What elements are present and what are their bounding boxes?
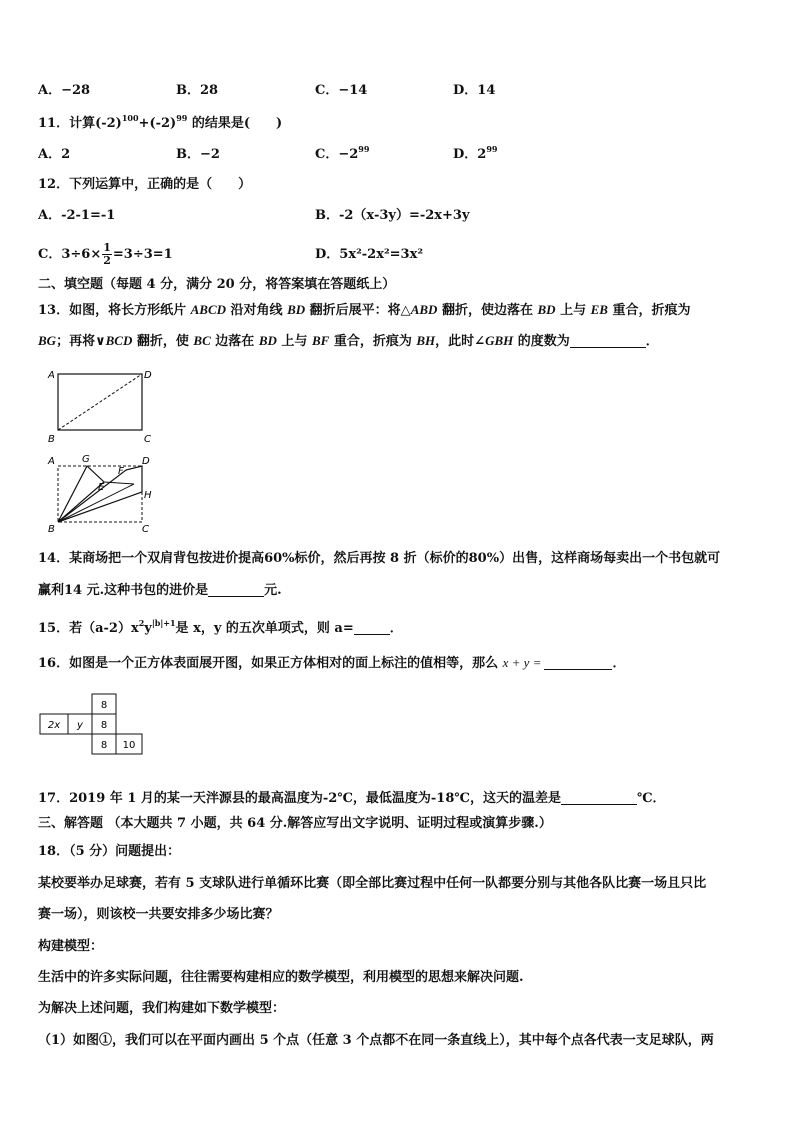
q14-line1: 14．某商场把一个双肩背包按进价提高60%标价，然后再按 8 折（标价的80%）出售，这样商场每卖出一个书包就可: [38, 551, 721, 566]
q13-line1: [38, 301, 690, 320]
label-c: C: [142, 524, 149, 535]
q13-text: 13．如图，将长方形纸片: [38, 303, 191, 318]
q16-line: [38, 654, 625, 673]
q13-text: ；再将∨: [56, 334, 106, 349]
q11-option-c-exp: 99: [358, 144, 370, 154]
q16-cube-net: [38, 692, 148, 764]
label-f: F: [118, 466, 124, 477]
section-2-heading: 二、填空题（每题 4 分，满分 20 分，将答案填在答题纸上）: [38, 277, 396, 292]
q15-text: 是 x，y 的五次单项式，则 a=: [175, 621, 354, 636]
folded-triangle-bcd: [58, 466, 142, 522]
net-value: 8: [100, 720, 108, 731]
q15-text: 15．若（a-2）x: [38, 621, 139, 636]
q12-stem: 12．下列运算中，正确的是（ ）: [38, 177, 252, 192]
q13-text: 翻折后展平：将△: [305, 303, 411, 318]
fraction: [102, 242, 112, 267]
q13-text: 上与: [276, 334, 312, 349]
fraction-numerator: 1: [103, 241, 111, 254]
q11-option-c: [315, 146, 369, 164]
answer-blank: [561, 790, 637, 805]
q13-math: BG: [38, 333, 57, 348]
q10-option-c: C．−14: [315, 83, 368, 98]
answer-blank: [208, 582, 264, 597]
net-value: y: [77, 720, 83, 731]
q13-text: 的度数为: [513, 334, 570, 349]
q13-math: BD: [287, 302, 306, 317]
q12-option-a: A．-2-1=-1: [38, 208, 116, 223]
q13-figure-rectangle: [42, 366, 162, 448]
q13-math: GBH: [485, 333, 514, 348]
q15-exp: |b|+1: [151, 618, 176, 628]
q10-option-a: A．−28: [38, 83, 91, 98]
q13-text: 重合，折痕为: [607, 303, 691, 318]
q11-exp2: 99: [176, 113, 188, 123]
q13-math: EB: [590, 302, 608, 317]
label-d: D: [144, 370, 152, 381]
q17-text: 17．2019 年 1 月的某一天泮源县的最高温度为-2℃，最低温度为-18℃，这天的温差是: [38, 791, 561, 806]
q14-text: 元.: [264, 583, 282, 598]
q18-paragraph: 为解决上述问题，我们构建如下数学模型：: [38, 1001, 286, 1016]
q13-math: BD: [258, 333, 277, 348]
q11-option-d-base: D．2: [453, 147, 487, 162]
q13-figure-folded: [42, 452, 172, 536]
q16-text: 16．如图是一个正方体表面展开图，如果正方体相对的面上标注的值相等，那么: [38, 656, 503, 671]
q11-option-a: A．2: [38, 147, 71, 162]
q18-paragraph: （1）如图①，我们可以在平面内画出 5 个点（任意 3 个点都不在同一条直线上），其中每个点各代表一支足球队，两: [38, 1033, 714, 1048]
q11-stem-part: 的结果是( ): [187, 116, 283, 131]
q11-option-b: B．−2: [176, 147, 220, 162]
answer-blank: [570, 333, 646, 348]
label-d: D: [142, 456, 150, 467]
q18-paragraph: 生活中的许多实际问题，往往需要构建相应的数学模型，利用模型的思想来解决问题.: [38, 970, 524, 985]
q11-exp1: 100: [121, 113, 139, 123]
label-a: A: [48, 370, 55, 381]
q13-text: 沿对角线: [226, 303, 288, 318]
net-value: 8: [100, 740, 108, 751]
q15-line: [38, 620, 403, 638]
q13-math: BD: [537, 302, 556, 317]
q11-option-d: [453, 146, 497, 164]
q17-line: [38, 790, 666, 808]
label-a: A: [48, 456, 55, 467]
answer-blank: [354, 620, 390, 635]
label-b: B: [48, 524, 55, 535]
net-value: 10: [122, 740, 136, 751]
q12-option-c: [38, 241, 173, 269]
q13-math: BF: [311, 333, 330, 348]
net-value: 8: [100, 700, 108, 711]
q13-text: ，此时∠: [435, 334, 486, 349]
q10-option-d: D．14: [453, 83, 496, 98]
q18-paragraph: 赛一场），则该校一共要安排多少场比赛？: [38, 907, 279, 922]
q11-stem-part: 11．计算(-2): [38, 116, 122, 131]
q15-text: y: [144, 621, 152, 636]
q13-text: 翻折，使: [132, 334, 194, 349]
label-e: E: [98, 482, 105, 493]
fraction-denominator: 2: [103, 254, 111, 267]
q15-exp: 2: [138, 618, 145, 628]
net-value: 2x: [47, 720, 61, 731]
q18-paragraph: 构建模型：: [38, 939, 104, 954]
q11-option-d-exp: 99: [486, 144, 498, 154]
q13-text: ．: [645, 334, 659, 349]
q13-text: 翻折，使边落在: [437, 303, 538, 318]
label-b: B: [48, 434, 55, 445]
answer-blank: [544, 655, 612, 670]
label-h: H: [144, 490, 152, 501]
q13-math: BH: [416, 333, 436, 348]
q13-text: 边落在: [210, 334, 259, 349]
q14-line2: [38, 582, 282, 600]
q13-math: ABD: [410, 302, 438, 317]
q13-line2: [38, 332, 659, 351]
q18-heading: 18．（5 分）问题提出：: [38, 844, 181, 859]
q11-stem: [38, 115, 282, 133]
q13-math: BCD: [105, 333, 133, 348]
q12-option-d: D．5x²-2x²=3x²: [315, 247, 424, 262]
label-g: G: [82, 454, 90, 465]
q13-text: 上与: [555, 303, 591, 318]
section-3-heading: 三、解答题 （本大题共 7 小题，共 64 分.解答应写出文字说明、证明过程或演算步骤.）: [38, 816, 552, 831]
q11-stem-part: +(-2): [138, 116, 177, 131]
rectangle-outline: [58, 466, 142, 522]
q14-text: 赢利14 元.这种书包的进价是: [38, 583, 209, 598]
q18-paragraph: 某校要举办足球赛，若有 5 支球队进行单循环比赛（即全部比赛过程中任何一队都要分别与其他各队比赛一场且只比: [38, 876, 707, 891]
label-c: C: [144, 434, 151, 445]
q13-math: BC: [193, 333, 211, 348]
q12-option-b: B．-2（x-3y）=-2x+3y: [315, 208, 470, 223]
q13-math: ABCD: [190, 302, 227, 317]
q11-option-c-base: C．−2: [315, 147, 359, 162]
q13-text: 重合，折痕为: [329, 334, 417, 349]
q16-text: ．: [612, 656, 626, 671]
q16-expression: x + y =: [502, 655, 542, 670]
diagonal-bd: [58, 374, 142, 430]
q15-text: ．: [389, 621, 403, 636]
q12-option-c-pre: C．3÷6×: [38, 247, 102, 262]
q17-text: ℃．: [636, 791, 666, 806]
q10-option-b: B．28: [176, 83, 219, 98]
q12-option-c-post: =3÷3=1: [112, 247, 173, 262]
